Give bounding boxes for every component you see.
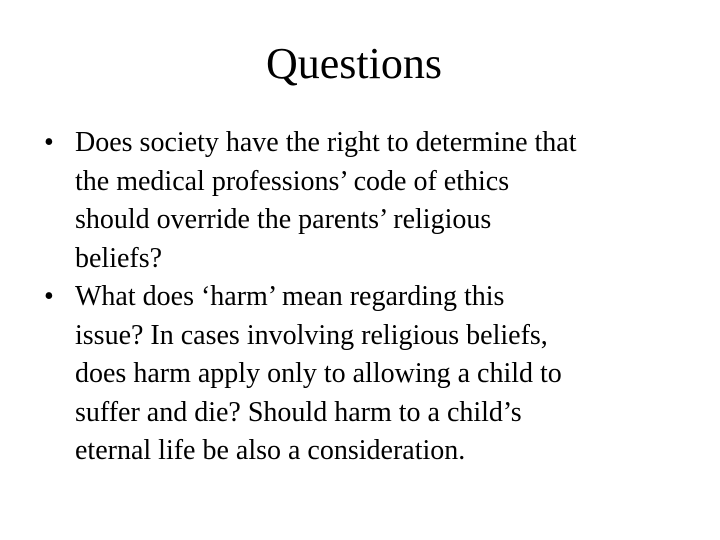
bullet-line: should override the parents’ religious <box>75 204 492 235</box>
bullet-item-2 <box>44 278 684 471</box>
bullet-line: does harm apply only to allowing a child to <box>75 358 562 389</box>
bullet-line: beliefs? <box>75 242 163 274</box>
bullet-icon: • <box>44 281 54 312</box>
bullet-line: eternal life be also a consideration. <box>75 435 466 466</box>
slide-title: Questions <box>266 39 442 88</box>
bullet-line: Does society have the right to determine that <box>75 127 577 158</box>
bullet-line: suffer and die? Should harm to a child’s <box>75 396 522 428</box>
bullet-line: the medical professions’ code of ethics <box>75 165 510 197</box>
bullet-icon: • <box>44 127 54 158</box>
bullet-line: What does ‘harm’ mean regarding this <box>75 281 505 312</box>
bullet-item-1 <box>44 124 684 278</box>
bullet-line: issue? In cases involving religious beliefs, <box>75 319 548 351</box>
bullet-list <box>44 124 684 471</box>
